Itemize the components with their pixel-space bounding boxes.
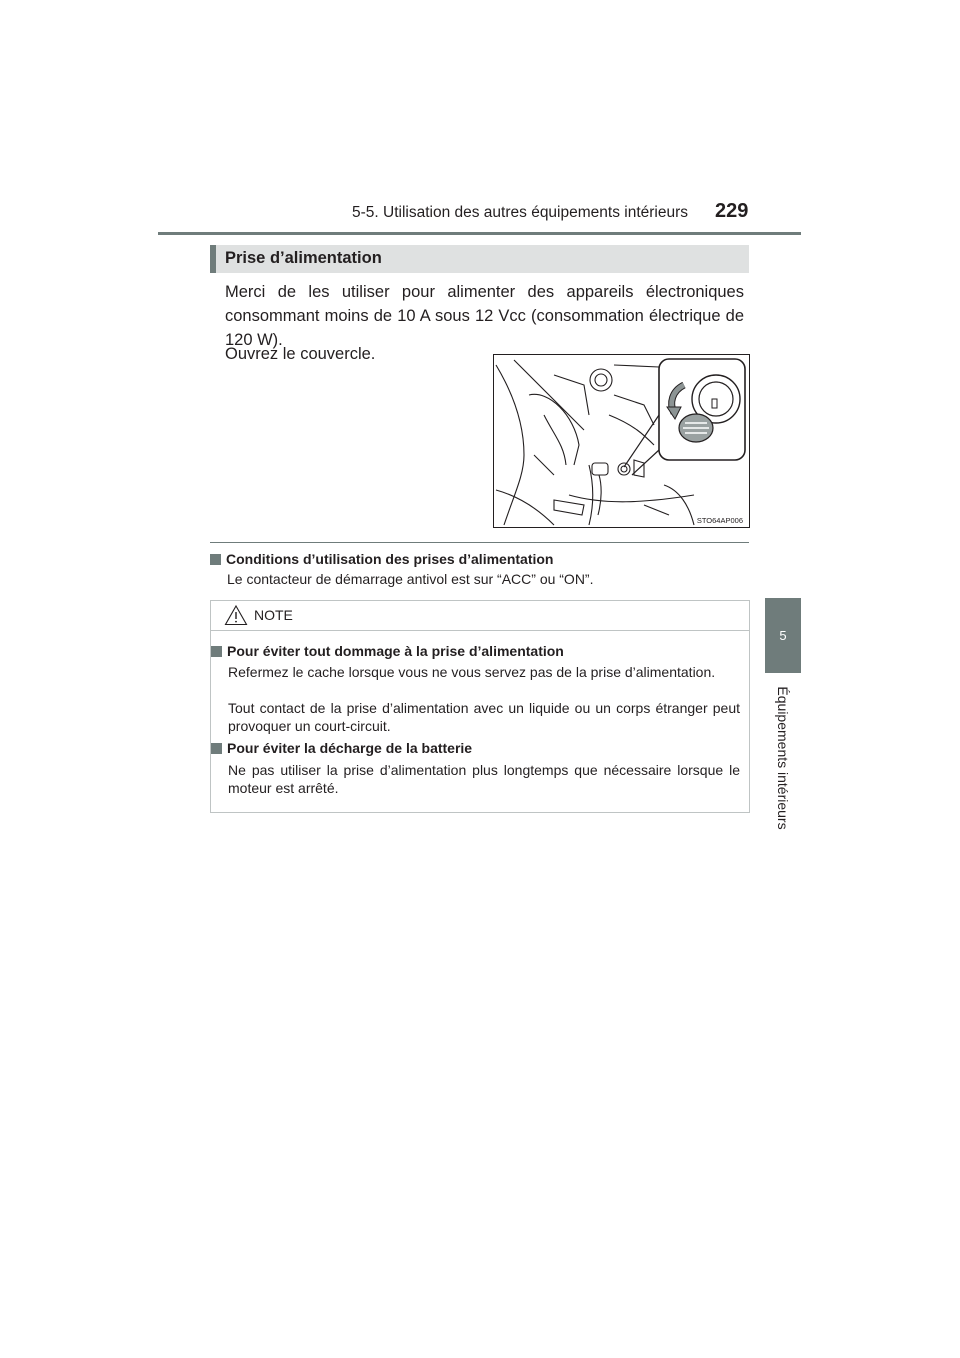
page-number: 229 <box>715 200 749 222</box>
bullet-square-icon <box>211 646 222 657</box>
intro-paragraph: Merci de les utiliser pour alimenter des appareils électroniques consommant moins de 10 A sous 12 Vcc (consommation électrique de 120 W). <box>225 283 744 349</box>
conditions-text: Le contacteur de démarrage antivol est sur “ACC” ou “ON”. <box>227 571 594 587</box>
note-label: NOTE <box>254 607 293 623</box>
note-item-heading <box>211 740 472 756</box>
step-instruction: Ouvrez le couvercle. <box>225 345 376 363</box>
conditions-heading <box>210 551 553 567</box>
note-separator <box>211 630 749 631</box>
note-item-heading <box>211 643 564 659</box>
note-item-text: Refermez le cache lorsque vous ne vous servez pas de la prise d’alimentation. <box>228 664 716 680</box>
warning-triangle-icon <box>224 604 248 626</box>
bullet-square-icon <box>210 554 221 565</box>
chapter-tab <box>765 598 801 673</box>
figure-code: STO64AP006 <box>696 516 743 525</box>
note-item-title: Pour éviter tout dommage à la prise d’alimentation <box>227 643 564 659</box>
section-heading-text: Prise d’alimentation <box>225 249 382 267</box>
bullet-square-icon <box>211 743 222 754</box>
running-header-title: 5-5. Utilisation des autres équipements intérieurs <box>352 204 689 221</box>
note-item-title: Pour éviter la décharge de la batterie <box>227 740 473 756</box>
power-outlet-illustration <box>493 354 750 528</box>
chapter-label: Équipements intérieurs <box>775 686 791 830</box>
conditions-title: Conditions d’utilisation des prises d’alimentation <box>226 551 554 567</box>
note-item-text: Ne pas utiliser la prise d’alimentation plus longtemps que nécessaire lorsque le moteur est arrêté. <box>228 762 740 796</box>
header-rule <box>158 232 801 235</box>
section-divider <box>210 542 749 543</box>
section-heading <box>210 245 749 273</box>
chapter-side-label <box>769 683 797 833</box>
chapter-number: 5 <box>779 628 787 643</box>
note-item-text: Tout contact de la prise d’alimentation avec un liquide ou un corps étranger peut provoquer un court-circuit. <box>228 700 740 734</box>
dashboard-drawing <box>494 355 749 527</box>
